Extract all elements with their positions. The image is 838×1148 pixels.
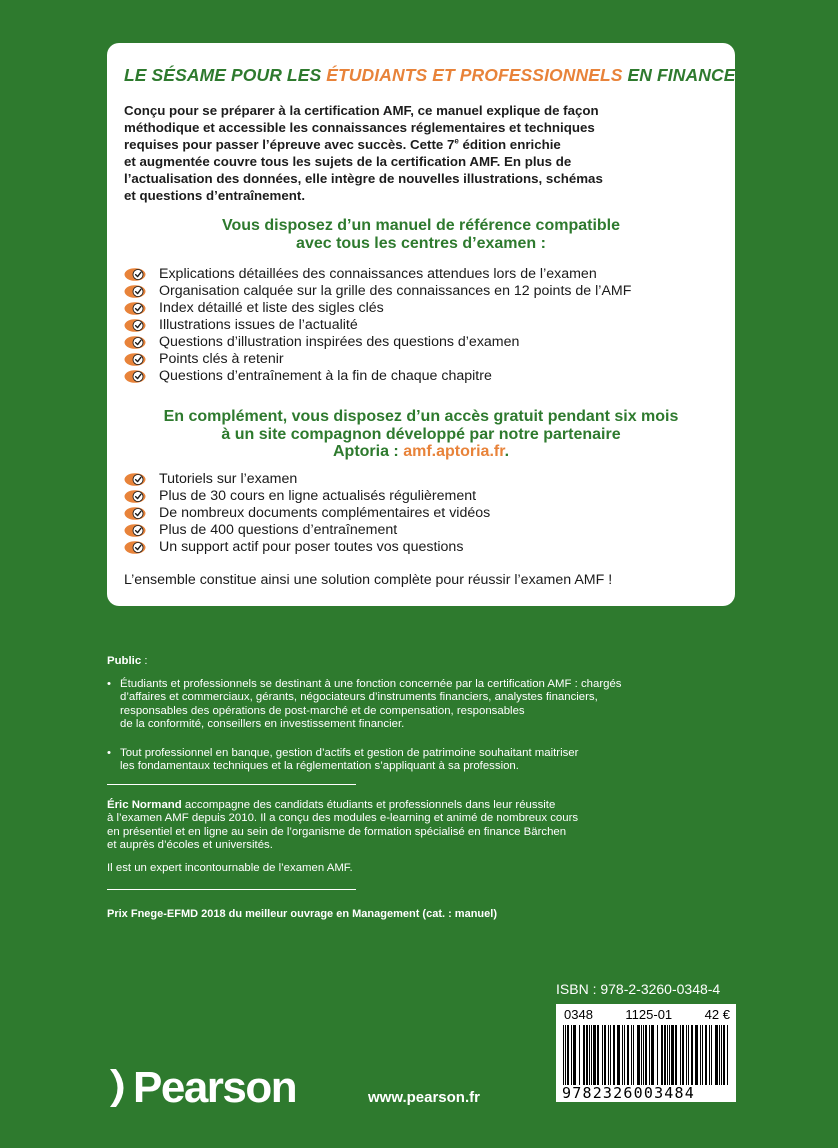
list-item: [124, 334, 724, 351]
bullet-line: les fondamentaux techniques et la réglementation s’appliquant à sa profession.: [120, 760, 519, 773]
check-badge-icon: [124, 524, 146, 537]
subhead-line: Vous disposez d’un manuel de référence compatible: [221, 217, 621, 234]
bullet-line: • Étudiants et professionnels se destinant à une fonction concernée par la certification AMF : chargés: [120, 678, 622, 690]
barcode-bar: [597, 1025, 599, 1085]
check-badge-icon: [124, 353, 146, 366]
pearson-mark-icon: [107, 1067, 131, 1109]
intro-text: édition enrichie: [458, 137, 561, 152]
intro-line: Conçu pour se préparer à la certification AMF, ce manuel explique de façon: [124, 103, 599, 118]
list-item: [124, 351, 724, 368]
check-badge-icon: [124, 370, 146, 383]
barcode-price: 42 €: [704, 1007, 730, 1022]
award-line: Prix Fnege-EFMD 2018 du meilleur ouvrage en Management (cat. : manuel): [107, 908, 497, 920]
barcode-bar: [649, 1025, 650, 1085]
check-badge-icon: [124, 268, 146, 281]
barcode-bar: [688, 1025, 689, 1085]
barcode-bar: [573, 1025, 576, 1085]
barcode-bar: [686, 1025, 687, 1085]
check-badge-icon: [124, 302, 146, 315]
barcode-bar: [691, 1025, 693, 1085]
bullet-line: • Tout professionnel en banque, gestion d’actifs et gestion de patrimoine souhaitant maitriser: [120, 746, 579, 759]
barcode-block: [556, 1004, 736, 1102]
subhead-line: avec tous les centres d’examen :: [296, 234, 546, 252]
check-badge-icon: [124, 490, 146, 503]
barcode-bar: [695, 1025, 698, 1085]
isbn: ISBN : 978-2-3260-0348-4: [556, 981, 721, 997]
list-item-text: Organisation calquée sur la grille des connaissances en 12 points de l’AMF: [159, 283, 632, 299]
list-item: [124, 471, 724, 488]
barcode-bar: [657, 1025, 658, 1085]
check-badge-icon: [124, 285, 146, 298]
list-item: [124, 522, 724, 539]
subhead-manual: [107, 217, 735, 252]
barcode-bar: [617, 1025, 620, 1085]
subhead-line: à un site compagnon développé par notre partenaire: [221, 425, 621, 443]
barcode-code1: 0348: [564, 1007, 593, 1022]
barcode-bar: [627, 1025, 629, 1085]
list-item-text: Questions d’illustration inspirées des questions d’examen: [159, 334, 520, 350]
public-bullets: [107, 678, 707, 788]
list-item-text: Index détaillé et liste des sigles clés: [159, 300, 384, 316]
info-card: [107, 43, 735, 606]
bullet-line: d’affaires et commerciaux, gérants, négociateurs d’instruments financiers, analystes financiers,: [120, 691, 598, 704]
author-name: Éric Normand: [107, 799, 182, 811]
barcode-bar: [643, 1025, 644, 1085]
public-label-colon: :: [141, 655, 148, 667]
barcode-bar: [667, 1025, 668, 1085]
divider: [107, 889, 356, 890]
features-list: [124, 266, 724, 385]
bio-line: à l’examen AMF depuis 2010. Il a conçu des modules e-learning et animé de nombreux cours: [107, 812, 579, 825]
author-bio: [107, 799, 647, 853]
barcode-bar: [709, 1025, 710, 1085]
intro-line: et augmentée couvre tous les sujets de la certification AMF. En plus de: [124, 154, 572, 169]
aptoria-link[interactable]: amf.aptoria.fr: [403, 443, 505, 460]
barcode-bar: [651, 1025, 654, 1085]
barcode-bar: [721, 1025, 722, 1085]
list-item: [124, 539, 724, 556]
intro-text: requises pour passer l’épreuve avec succès. Cette 7: [124, 137, 455, 152]
barcode-bar: [631, 1025, 632, 1085]
barcode-bar: [622, 1025, 623, 1085]
barcode-number: 9782326003484: [562, 1084, 695, 1102]
bio-text: accompagne des candidats étudiants et professionnels dans leur réussite: [181, 799, 556, 811]
barcode-bar: [715, 1025, 718, 1085]
publisher-website[interactable]: www.pearson.fr: [368, 1089, 480, 1106]
bio-line: en présentiel et en ligne au sein de l’organisme de formation spécialisé en finance Bärchen: [107, 825, 567, 838]
companion-list: [124, 471, 724, 556]
barcode-bars: [563, 1025, 729, 1085]
headline-highlight: ÉTUDIANTS ET PROFESSIONNELS: [326, 65, 623, 85]
list-item-text: Plus de 400 questions d’entraînement: [159, 522, 398, 538]
barcode-bar: [613, 1025, 615, 1085]
barcode-bar: [680, 1025, 681, 1085]
barcode-bar: [567, 1025, 569, 1085]
barcode-bar: [586, 1025, 588, 1085]
barcode-bar: [661, 1025, 663, 1085]
barcode-bar: [608, 1025, 609, 1085]
barcode-bar: [645, 1025, 647, 1085]
list-item-text: Questions d’entraînement à la fin de chaque chapitre: [159, 368, 492, 384]
headline: [124, 65, 736, 86]
check-badge-icon: [124, 319, 146, 332]
barcode-top-codes: [564, 1007, 730, 1022]
barcode-bar: [583, 1025, 585, 1085]
barcode-bar: [664, 1025, 666, 1085]
barcode-bar: [702, 1025, 703, 1085]
public-label: [107, 655, 148, 668]
divider: [107, 784, 356, 785]
barcode-bar: [602, 1025, 603, 1085]
barcode-bar: [637, 1025, 640, 1085]
list-item: [124, 505, 724, 522]
barcode-bar: [610, 1025, 611, 1085]
subhead-line: En complément, vous disposez d’un accès gratuit pendant six mois: [163, 408, 679, 425]
barcode-bar: [571, 1025, 572, 1085]
pearson-logo-text: Pearson: [133, 1063, 297, 1112]
barcode-bar: [723, 1025, 725, 1085]
list-item-text: De nombreux documents complémentaires et vidéos: [159, 505, 491, 521]
barcode-bar: [675, 1025, 677, 1085]
barcode-bar: [593, 1025, 596, 1085]
barcode-bar: [711, 1025, 712, 1085]
barcode-bar: [705, 1025, 707, 1085]
barcode-bar: [700, 1025, 701, 1085]
public-label-text: Public: [107, 655, 142, 667]
check-badge-icon: [124, 541, 146, 554]
list-item-text: Explications détaillées des connaissances attendues lors de l’examen: [159, 266, 597, 282]
public-bullet: [107, 678, 707, 732]
barcode-bar: [563, 1025, 564, 1085]
barcode-bar: [719, 1025, 720, 1085]
author-expert-line: Il est un expert incontournable de l’examen AMF.: [107, 862, 353, 874]
barcode-bar: [682, 1025, 684, 1085]
check-badge-icon: [124, 473, 146, 486]
barcode-bar: [624, 1025, 625, 1085]
check-badge-icon: [124, 336, 146, 349]
list-item: [124, 368, 724, 385]
barcode-code2: 1125-01: [625, 1007, 673, 1022]
intro-line: l’actualisation des données, elle intègre de nouvelles illustrations, schémas: [124, 171, 603, 186]
intro-paragraph: [124, 102, 719, 204]
list-item: [124, 300, 724, 317]
list-item-text: Un support actif pour poser toutes vos questions: [159, 539, 464, 555]
barcode-bar: [579, 1025, 580, 1085]
edition-superscript: e: [454, 136, 459, 146]
public-bullet: [107, 747, 707, 774]
bio-line: [107, 799, 647, 812]
list-item-text: Illustrations issues de l’actualité: [159, 317, 358, 333]
subhead-text: .: [504, 443, 510, 460]
barcode-bar: [589, 1025, 590, 1085]
list-item: [124, 317, 724, 334]
barcode-bar: [671, 1025, 674, 1085]
barcode-bar: [604, 1025, 606, 1085]
list-item-text: Points clés à retenir: [159, 351, 284, 367]
intro-line: et questions d’entraînement.: [124, 188, 306, 203]
bio-line: et auprès d’écoles et universités.: [107, 839, 273, 852]
subhead-companion: [107, 408, 735, 461]
barcode-bar: [591, 1025, 592, 1085]
closing-statement: L’ensemble constitue ainsi une solution complète pour réussir l’examen AMF !: [124, 572, 613, 588]
barcode-bar: [641, 1025, 642, 1085]
headline-part1: LE SÉSAME POUR LES: [124, 65, 327, 85]
list-item-text: Tutoriels sur l’examen: [159, 471, 298, 487]
headline-part2: EN FINANCE: [622, 65, 736, 85]
list-item-text: Plus de 30 cours en ligne actualisés régulièrement: [159, 488, 477, 504]
pearson-logo: [107, 1063, 296, 1113]
barcode-bar: [633, 1025, 634, 1085]
bullet-line: responsables des opérations de post-marché et de compensation, responsables: [120, 704, 525, 717]
intro-line: [124, 136, 719, 153]
bullet-line: de la conformité, conseillers en investissement financier.: [120, 718, 405, 731]
list-item: [124, 266, 724, 283]
list-item: [124, 283, 724, 300]
list-item: [124, 488, 724, 505]
barcode-bar: [669, 1025, 670, 1085]
subhead-line: [107, 443, 735, 461]
subhead-text: Aptoria :: [332, 443, 404, 460]
barcode-bar: [565, 1025, 566, 1085]
barcode-bar: [727, 1025, 728, 1085]
check-badge-icon: [124, 507, 146, 520]
intro-line: méthodique et accessible les connaissances réglementaires et techniques: [124, 120, 595, 135]
